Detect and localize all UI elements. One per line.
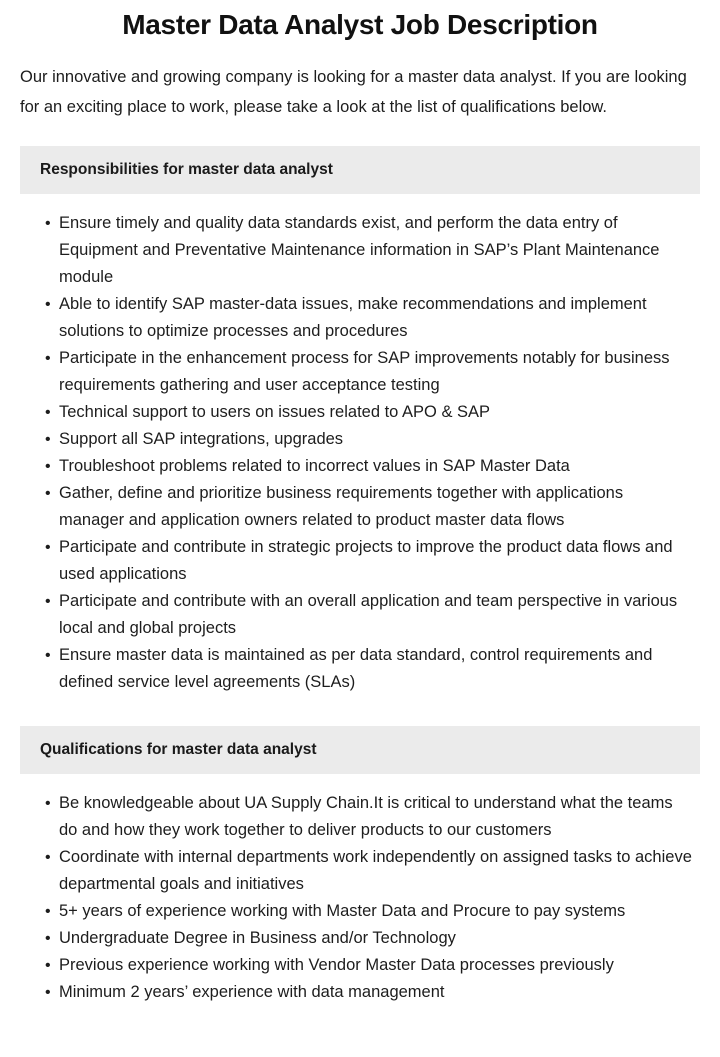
responsibilities-list — [0, 194, 720, 696]
intro-paragraph: Our innovative and growing company is looking for a master data analyst. If you are looking for an exciting place to work, please take a look at the list of qualifications below. — [20, 68, 687, 116]
list-item: • Be knowledgeable about UA Supply Chain.It is critical to understand what the teams do and how they work together to deliver products to our customers — [45, 790, 692, 844]
list-item: • Minimum 2 years’ experience with data management — [45, 979, 692, 1006]
list-item: • Ensure master data is maintained as per data standard, control requirements and defined service level agreements (SLAs) — [45, 642, 692, 696]
list-item: • Coordinate with internal departments work independently on assigned tasks to achieve departmental goals and initiatives — [45, 844, 692, 898]
list-item: • Troubleshoot problems related to incorrect values in SAP Master Data — [45, 453, 692, 480]
page-title: Master Data Analyst Job Description — [122, 9, 598, 40]
list-item: • 5+ years of experience working with Master Data and Procure to pay systems — [45, 898, 692, 925]
qualifications-section — [0, 726, 720, 1006]
list-item: • Participate and contribute in strategic projects to improve the product data flows and used applications — [45, 534, 692, 588]
qualifications-header: Qualifications for master data analyst — [20, 726, 700, 774]
list-item: • Participate and contribute with an overall application and team perspective in various local and global projects — [45, 588, 692, 642]
list-item: • Participate in the enhancement process for SAP improvements notably for business requirements gathering and user acceptance testing — [45, 345, 692, 399]
list-item: • Able to identify SAP master-data issues, make recommendations and implement solutions to optimize processes and procedures — [45, 291, 692, 345]
responsibilities-section — [0, 146, 720, 696]
list-item: • Ensure timely and quality data standards exist, and perform the data entry of Equipment and Preventative Maintenance information in SAP’s Plant Maintenance module — [45, 210, 692, 291]
list-item: • Previous experience working with Vendor Master Data processes previously — [45, 952, 692, 979]
qualifications-list — [0, 774, 720, 1006]
list-item: • Undergraduate Degree in Business and/or Technology — [45, 925, 692, 952]
list-item: • Support all SAP integrations, upgrades — [45, 426, 692, 453]
responsibilities-header: Responsibilities for master data analyst — [20, 146, 700, 194]
list-item: • Technical support to users on issues related to APO & SAP — [45, 399, 692, 426]
list-item: • Gather, define and prioritize business requirements together with applications manager and application owners related to product master data flows — [45, 480, 692, 534]
